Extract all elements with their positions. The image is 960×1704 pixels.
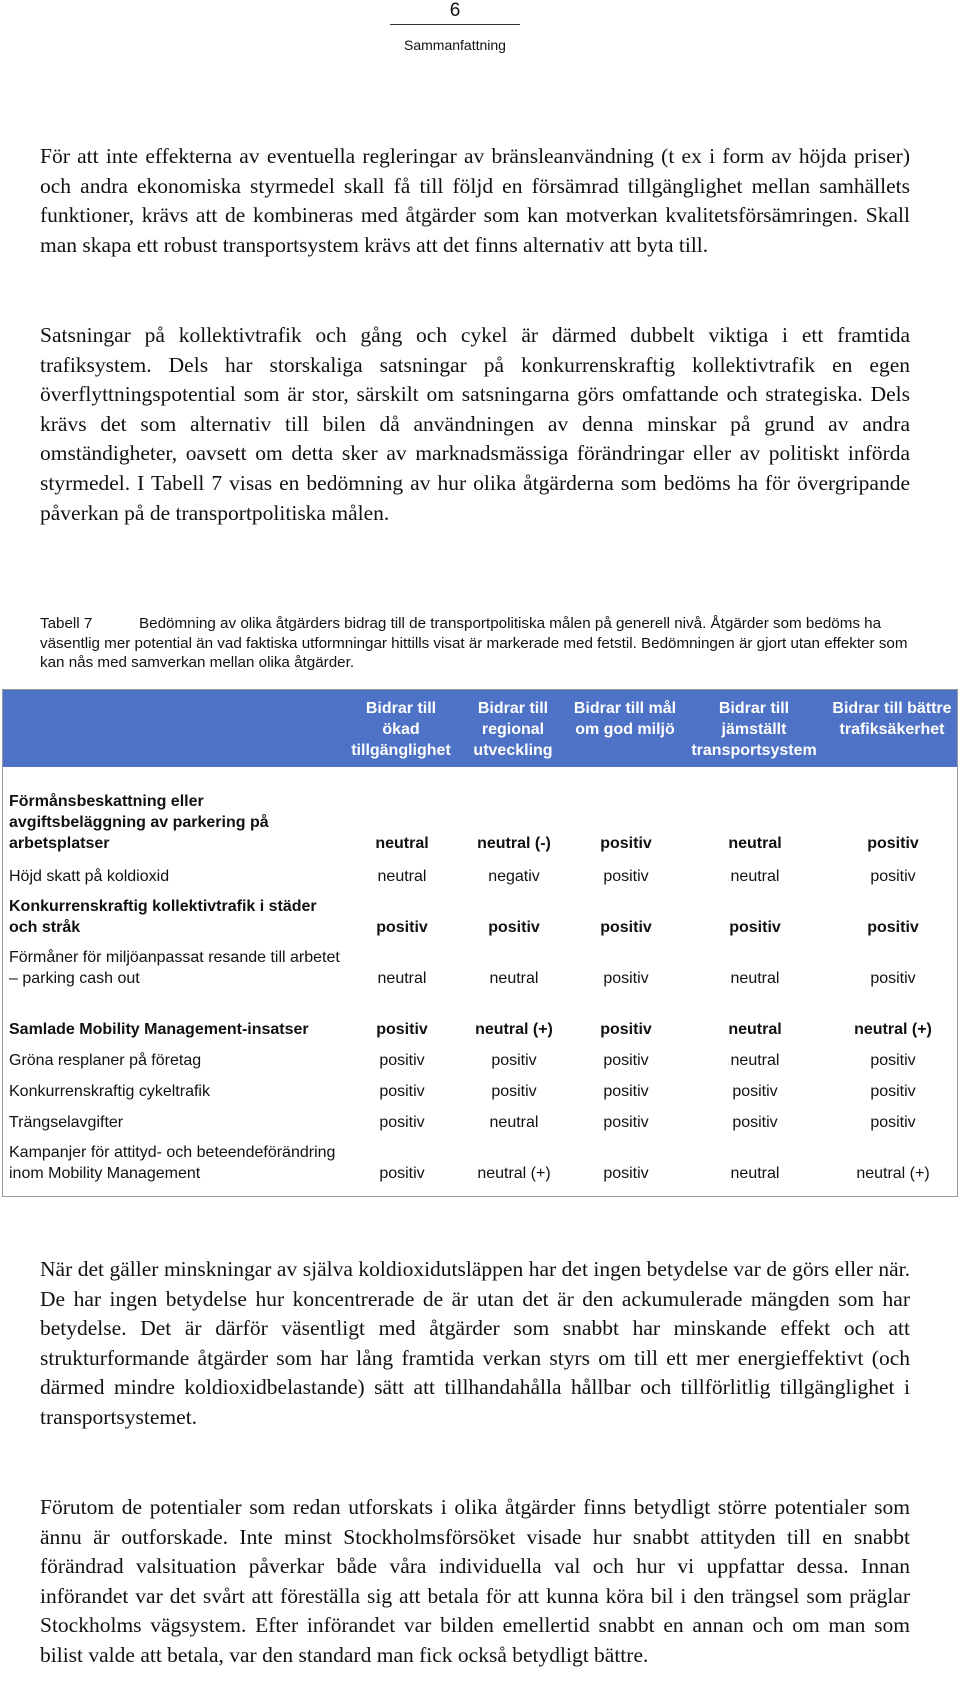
measure-cell: Förmånsbeskattning eller avgiftsbeläggning av parkering på arbetsplatser — [9, 793, 269, 852]
body-paragraph-3: När det gäller minskningar av själva koldioxidutsläppen har det ingen betydelse var de görs eller när. De har ingen betydelse hur koncentrerade de är utan det är den ackumulerade mängden som har betydelse. Det är därför väsentligt med åtgärder som snabbt har minskande effekt och att strukturformande åtgärder som har lång framtida verkan styrs om till ett mer energieffektivt (och därmed mindre koldioxidbelastande) sätt att tillhandahålla hållbar och tillförlitlig tillgänglighet i transportsystemet. — [40, 1257, 910, 1429]
assessment-cell: positiv — [870, 1052, 916, 1069]
assessment-cell: positiv — [376, 1021, 428, 1038]
measure-cell: Höjd skatt på koldioxid — [9, 868, 170, 885]
assessment-table — [3, 690, 957, 1187]
table-row — [3, 1136, 957, 1187]
table-row — [3, 1043, 957, 1074]
assessment-cell: positiv — [870, 970, 916, 987]
assessment-cell: neutral — [489, 970, 539, 987]
assessment-cell: positiv — [732, 1083, 778, 1100]
assessment-cell: positiv — [600, 835, 652, 852]
table-row — [3, 857, 957, 890]
table-header-corner — [3, 690, 345, 767]
section-name: Sammanfattning — [404, 37, 506, 53]
body-paragraph-1: För att inte effekterna av eventuella regleringar av bränsleanvändning (t ex i form av höjda priser) och andra ekonomiska styrmedel skall få till följd en försämrad tillgänglighet mellan samhällets funktioner, krävs att de kombineras med åtgärder som kan motverkan kvalitetsförsämringen. Skall man skapa ett robust transportsystem krävs att det finns alternativ att byta till. — [40, 144, 910, 257]
assessment-cell: neutral — [730, 970, 780, 987]
assessment-cell: positiv — [603, 1114, 649, 1131]
body-paragraph-2: Satsningar på kollektivtrafik och gång och cykel är därmed dubbelt viktiga i ett framtida trafiksystem. Dels har storskaliga satsningar på konkurrenskraftig kollektivtrafik en egen överflyttningspotential som är stor, särskilt om satsningarna görs omfattande och strategiska. Dels krävs det som alternativ till bilen då användningen av denna minskar på grund av andra omständigheter, oavsett om detta sker av marknadsmässiga förändringar eller av politiskt införda styrmedel. I Tabell 7 visas en bedömning av hur olika åtgärderna som bedöms ha för övergripande påverkan på de transportpolitiska målen. — [40, 323, 910, 525]
column-header: Bidrar till ökad tillgänglighet — [345, 690, 457, 767]
measure-cell: Gröna resplaner på företag — [9, 1052, 202, 1069]
measure-cell: Samlade Mobility Management-insatser — [9, 1021, 309, 1038]
assessment-cell: neutral (+) — [854, 1021, 932, 1038]
measure-cell: Kampanjer för attityd- och beteendeförändring inom Mobility Management — [9, 1144, 336, 1182]
assessment-cell: positiv — [491, 1052, 537, 1069]
assessment-cell: neutral — [728, 1021, 782, 1038]
assessment-cell: positiv — [379, 1083, 425, 1100]
assessment-cell: positiv — [379, 1165, 425, 1182]
assessment-cell: positiv — [732, 1114, 778, 1131]
assessment-cell: positiv — [379, 1052, 425, 1069]
assessment-cell: positiv — [379, 1114, 425, 1131]
measure-cell: Trängselavgifter — [9, 1114, 124, 1131]
measure-cell: Förmåner för miljöanpassat resande till arbetet – parking cash out — [9, 949, 340, 987]
measure-cell: Konkurrenskraftig kollektivtrafik i städer och stråk — [9, 898, 317, 936]
page-number: 6 — [449, 0, 461, 21]
assessment-cell: neutral (-) — [477, 835, 551, 852]
table-caption — [40, 614, 920, 673]
table-caption-label: Tabell 7 — [40, 615, 93, 632]
assessment-cell: positiv — [491, 1083, 537, 1100]
assessment-cell: neutral — [377, 970, 427, 987]
assessment-cell: neutral (+) — [475, 1021, 553, 1038]
table-row — [3, 767, 957, 857]
header-rule — [390, 24, 520, 25]
assessment-cell: neutral — [375, 835, 429, 852]
measure-cell: Konkurrenskraftig cykeltrafik — [9, 1083, 210, 1100]
table-row — [3, 992, 957, 1043]
assessment-cell: neutral — [730, 868, 780, 885]
assessment-cell: positiv — [867, 919, 919, 936]
table-caption-text: Bedömning av olika åtgärders bidrag till de transportpolitiska målen på generell nivå. Åtgärder som bedöms ha väsentlig mer potential än vad faktiska utformningar hittills visat är markerade med fetstil. Bedömningen är gjort utan effekter som kan nås med samverkan mellan olika åtgärder. — [40, 615, 908, 671]
assessment-cell: positiv — [603, 970, 649, 987]
column-header: Bidrar till regional utveckling — [457, 690, 569, 767]
assessment-cell: positiv — [600, 919, 652, 936]
table-body — [3, 767, 957, 1187]
assessment-cell: neutral — [489, 1114, 539, 1131]
assessment-cell: positiv — [488, 919, 540, 936]
assessment-cell: neutral — [730, 1165, 780, 1182]
table-row — [3, 941, 957, 992]
assessment-cell: positiv — [867, 835, 919, 852]
assessment-cell: positiv — [870, 1083, 916, 1100]
table-row — [3, 890, 957, 941]
assessment-cell: positiv — [729, 919, 781, 936]
assessment-cell: neutral (+) — [477, 1165, 551, 1182]
table-row — [3, 1074, 957, 1105]
column-header: Bidrar till bättre trafiksäkerhet — [827, 690, 957, 767]
assessment-cell: neutral (+) — [856, 1165, 930, 1182]
column-header: Bidrar till mål om god miljö — [569, 690, 681, 767]
assessment-cell: positiv — [600, 1021, 652, 1038]
assessment-cell: positiv — [603, 1083, 649, 1100]
table-row — [3, 1105, 957, 1136]
page-header — [390, 0, 520, 53]
assessment-cell: neutral — [728, 835, 782, 852]
column-header: Bidrar till jämställt transportsystem — [681, 690, 827, 767]
assessment-cell: negativ — [488, 868, 540, 885]
assessment-cell: positiv — [603, 1165, 649, 1182]
assessment-cell: positiv — [603, 1052, 649, 1069]
assessment-cell: positiv — [870, 1114, 916, 1131]
table-header-row — [3, 690, 957, 767]
body-paragraph-4: Förutom de potentialer som redan utforskats i olika åtgärder finns betydligt större potentialer som ännu är outforskade. Inte minst Stockholmsförsöket visade hur snabbt attityden till en snabbt förändrad valsituation påverkar både våra individuella val och hur vi uppfattar dessa. Innan införandet var det svårt att föreställa sig att betala för att kunna köra bil i den trängsel som präglar Stockholms vägsystem. Efter införandet var bilden emellertid snabbt en annan och om man som bilist valde att betala, var den standard man fick också betydligt bättre. — [40, 1495, 910, 1667]
assessment-table-container — [2, 689, 958, 1197]
assessment-cell: neutral — [730, 1052, 780, 1069]
assessment-cell: positiv — [376, 919, 428, 936]
assessment-cell: positiv — [603, 868, 649, 885]
assessment-cell: neutral — [377, 868, 427, 885]
assessment-cell: positiv — [870, 868, 916, 885]
